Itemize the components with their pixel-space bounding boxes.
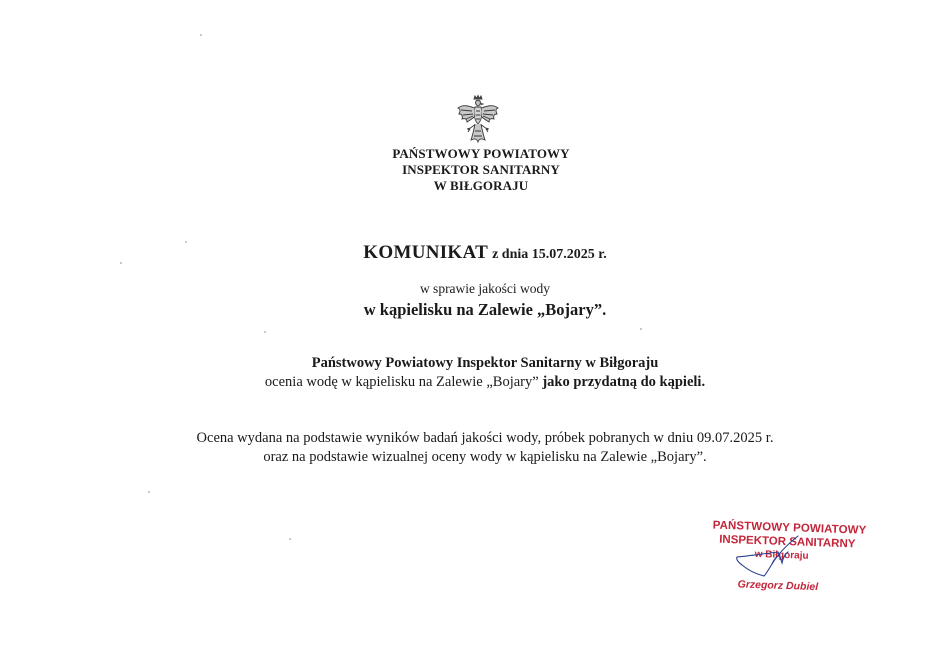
assessment-statement — [150, 374, 820, 391]
polish-eagle-emblem-icon — [455, 94, 501, 144]
subtitle-line-1: w sprawie jakości wody — [419, 281, 551, 296]
subtitle-line-2: w kąpielisku na Zalewie „Bojary”. — [363, 300, 607, 319]
document-title — [200, 242, 770, 264]
scan-speck — [185, 241, 187, 243]
scan-speck — [289, 538, 291, 540]
scan-speck — [200, 34, 202, 36]
assessment-text: ocenia wodę w kąpielisku na Zalewie „Bojary” — [264, 374, 539, 390]
stamp-line-3: w Biłgoraju — [754, 548, 809, 562]
scan-speck — [148, 491, 150, 493]
header-line-1: PAŃSTWOWY POWIATOWY — [392, 146, 570, 161]
stamp-line-2: INSPEKTOR SANITARNY — [718, 533, 856, 551]
header-line-3: W BIŁGORAJU — [433, 178, 529, 193]
issuer-header — [300, 146, 662, 194]
basis-line-2: oraz na podstawie wizualnej oceny wody w kąpielisku na Zalewie „Bojary”. — [263, 449, 707, 465]
stamp-line-1: PAŃSTWOWY POWIATOWY — [712, 519, 867, 537]
assessment-verdict: jako przydatną do kąpieli. — [542, 374, 706, 390]
header-line-2: INSPEKTOR SANITARNY — [402, 162, 560, 177]
assessment-heading: Państwowy Powiatowy Inspektor Sanitarny w Biłgoraju — [311, 355, 659, 371]
title-date: z dnia 15.07.2025 r. — [492, 247, 607, 262]
scan-speck — [264, 331, 266, 333]
handwritten-signature — [728, 532, 808, 582]
scan-speck — [640, 328, 642, 330]
title-main: KOMUNIKAT — [363, 242, 489, 263]
basis-line-1: Ocena wydana na podstawie wyników badań jakości wody, próbek pobranych w dniu 09.07.2025 r. — [196, 430, 774, 446]
scan-speck — [120, 262, 122, 264]
stamp-name: Grzegorz Dubiel — [737, 578, 819, 594]
